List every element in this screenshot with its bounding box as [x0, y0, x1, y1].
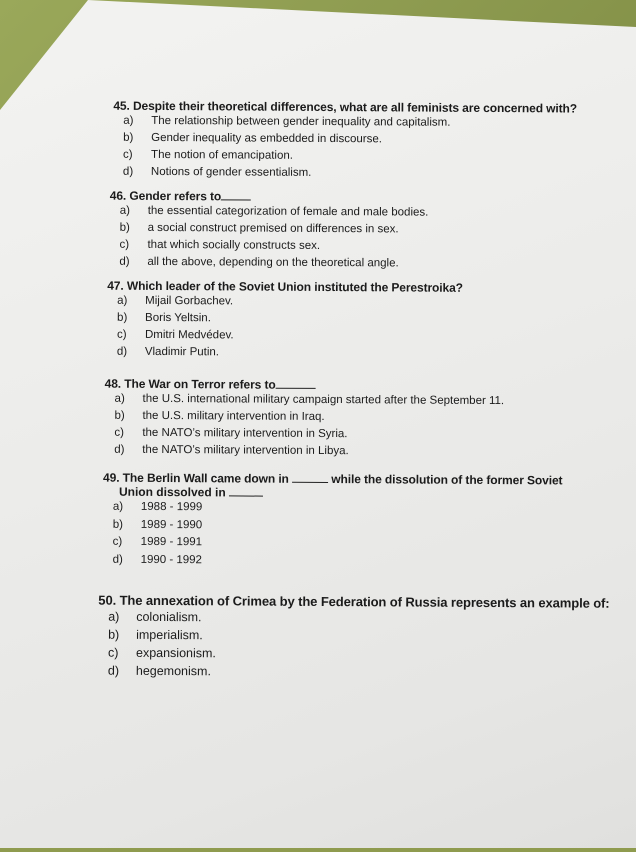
answer-blank: [276, 378, 316, 389]
option-letter: a): [119, 204, 130, 217]
question-49: [103, 471, 563, 572]
option-item: [113, 164, 577, 184]
option-letter: b): [117, 311, 128, 324]
option-letter: c): [119, 238, 130, 251]
option-letter: d): [116, 345, 128, 358]
option-text: The relationship between gender inequality and capitalism.: [151, 114, 451, 129]
option-item: [107, 344, 463, 363]
option-list: [107, 293, 463, 363]
question-48: [104, 377, 504, 461]
option-text: Notions of gender essentialism.: [150, 165, 312, 179]
question-46: [109, 189, 428, 273]
option-list: [104, 391, 504, 461]
option-letter: b): [114, 409, 125, 422]
option-letter: d): [122, 165, 134, 178]
option-text: Boris Yeltsin.: [145, 311, 211, 325]
option-text: 1988 - 1999: [140, 500, 203, 514]
option-item: [109, 254, 428, 273]
question-stem-second: Union dissolved in: [118, 484, 226, 500]
option-letter: c): [107, 645, 119, 660]
option-item: [107, 310, 463, 329]
answer-blank: [292, 472, 328, 483]
question-stem-mid: while the dissolution of the former Soviet: [331, 472, 563, 488]
question-stem: 50. The annexation of Crimea by the Federation of Russia represents an example of:: [98, 592, 610, 611]
option-text: that which socially constructs sex.: [147, 238, 321, 252]
option-text: expansionism.: [135, 645, 216, 661]
option-letter: a): [112, 500, 124, 513]
option-text: Vladimir Putin.: [144, 345, 220, 359]
option-text: the essential categorization of female and male bodies.: [147, 204, 429, 219]
option-text: imperialism.: [136, 627, 203, 643]
option-letter: b): [108, 627, 120, 642]
option-item: [103, 551, 562, 571]
question-stem: 47. Which leader of the Soviet Union instituted the Perestroika?: [107, 278, 463, 295]
question-stem: 46. Gender refers to: [109, 188, 222, 204]
option-letter: a): [117, 294, 128, 307]
option-text: colonialism.: [136, 609, 202, 625]
option-text: Gender inequality as embedded in discourse.: [151, 131, 382, 146]
answer-blank: [221, 189, 251, 200]
option-letter: b): [123, 131, 134, 144]
option-letter: c): [116, 328, 127, 341]
option-text: the U.S. military intervention in Iraq.: [142, 409, 325, 423]
option-text: the NATO’s military intervention in Libya.: [142, 443, 349, 458]
option-item: [109, 237, 428, 256]
option-text: Dmitri Medvédev.: [144, 328, 234, 342]
question-stem: 45. Despite their theoretical differences, what are all feminists are concerned with?: [113, 98, 578, 116]
question-45: [113, 99, 577, 184]
option-text: 1989 - 1991: [140, 535, 203, 549]
option-text: The notion of emancipation.: [151, 148, 294, 162]
question-stem: 48. The War on Terror refers to: [104, 376, 276, 392]
answer-blank: [229, 485, 263, 496]
option-text: 1989 - 1990: [140, 518, 203, 531]
question-50: [98, 593, 610, 683]
option-letter: c): [123, 148, 133, 161]
option-text: 1990 - 1992: [140, 553, 203, 566]
question-47: [107, 279, 463, 363]
option-letter: a): [108, 609, 120, 624]
option-text: Mijail Gorbachev.: [145, 294, 234, 308]
option-letter: a): [114, 392, 125, 405]
option-letter: d): [119, 255, 130, 268]
option-letter: c): [112, 535, 123, 548]
option-text: the U.S. international military campaign started after the September 11.: [142, 392, 505, 408]
option-letter: d): [114, 443, 125, 456]
option-letter: b): [119, 221, 130, 234]
option-item: [107, 327, 463, 346]
option-letter: d): [107, 663, 120, 678]
option-list: [113, 113, 577, 184]
option-text: hegemonism.: [135, 663, 211, 679]
option-letter: b): [112, 518, 124, 531]
option-item: [110, 220, 429, 239]
option-text: all the above, depending on the theoretical angle.: [147, 255, 399, 270]
option-letter: d): [112, 553, 123, 566]
question-stem: 49. The Berlin Wall came down in: [103, 470, 289, 486]
option-list: [103, 499, 563, 572]
option-text: the NATO’s military intervention in Syria.: [142, 426, 348, 441]
option-list: [98, 608, 610, 683]
option-list: [109, 203, 428, 273]
option-item: [107, 293, 463, 312]
option-item: [98, 662, 609, 683]
option-item: [110, 203, 429, 222]
option-item: [104, 442, 504, 461]
option-text: a social construct premised on differences in sex.: [147, 221, 399, 236]
option-letter: a): [123, 114, 134, 127]
option-letter: c): [114, 426, 124, 439]
